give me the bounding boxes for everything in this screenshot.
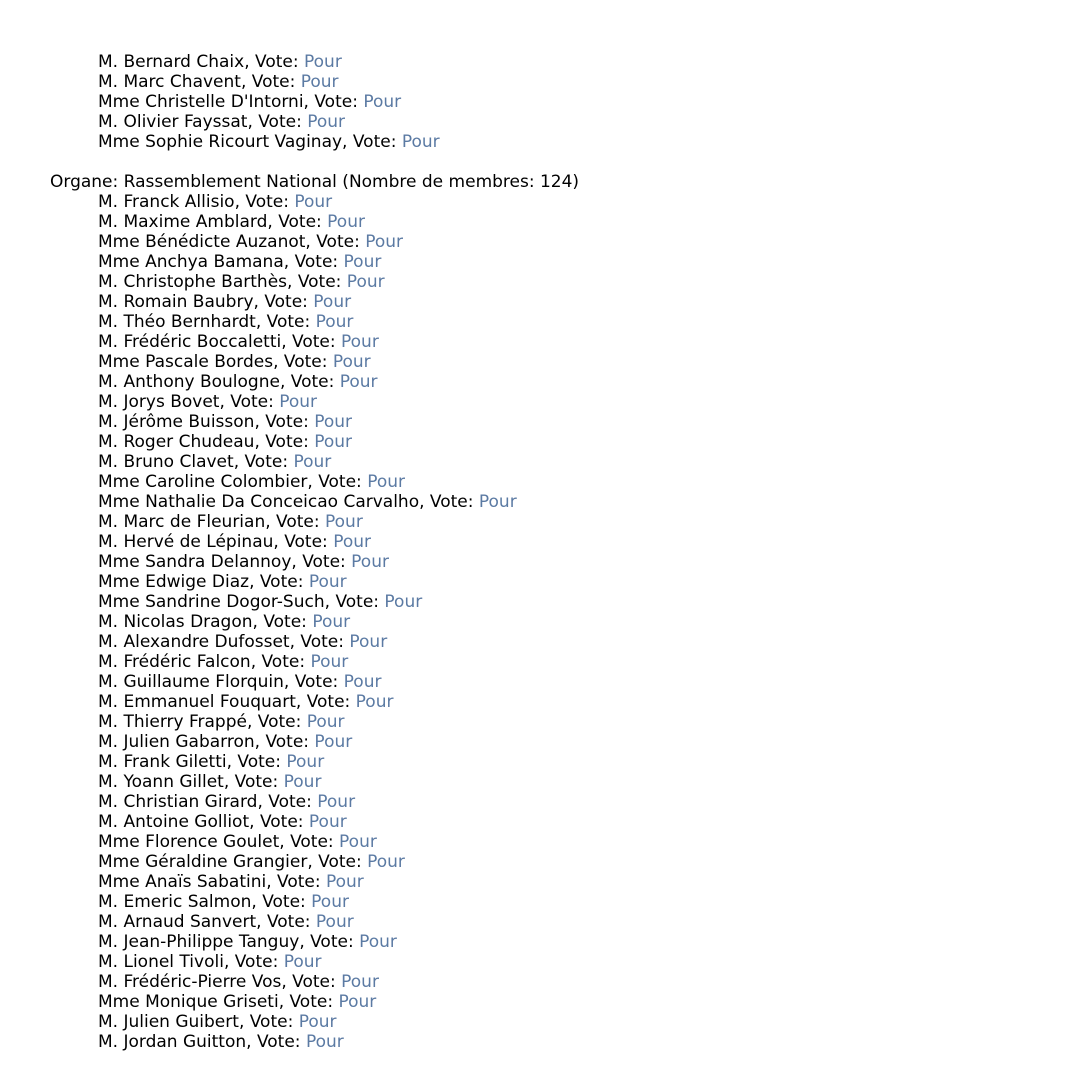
vote-value: Pour: [401, 132, 440, 152]
member-vote-row: [50, 832, 579, 852]
member-name: M. Arnaud Sanvert: [98, 912, 257, 932]
vote-label: Vote:: [259, 572, 309, 592]
member-vote-row: [50, 392, 579, 412]
name-separator: ,: [281, 972, 293, 992]
vote-label: Vote:: [265, 732, 315, 752]
member-vote-row: [50, 372, 579, 392]
vote-value: Pour: [314, 732, 353, 752]
vote-label: Vote:: [316, 232, 366, 252]
vote-value: Pour: [306, 712, 345, 732]
member-name: M. Julien Guibert: [98, 1012, 239, 1032]
vote-value: Pour: [298, 1012, 337, 1032]
member-vote-row: [50, 192, 579, 212]
name-separator: ,: [219, 392, 231, 412]
member-name: Mme Christelle D'Intorni: [98, 92, 304, 112]
member-vote-row: [50, 212, 579, 232]
name-separator: ,: [289, 632, 301, 652]
member-name: M. Jean-Philippe Tanguy: [98, 932, 300, 952]
vote-label: Vote:: [297, 272, 347, 292]
vote-value: Pour: [310, 652, 349, 672]
name-separator: ,: [324, 592, 336, 612]
member-name: M. Christophe Barthès: [98, 272, 288, 292]
vote-value: Pour: [313, 292, 352, 312]
name-separator: ,: [279, 372, 291, 392]
vote-value: Pour: [325, 872, 364, 892]
member-name: Mme Nathalie Da Conceicao Carvalho: [98, 492, 420, 512]
vote-value: Pour: [367, 472, 405, 492]
member-name: M. Maxime Amblard: [98, 212, 268, 232]
vote-value: Pour: [308, 812, 347, 832]
member-name: M. Emeric Salmon: [98, 892, 252, 912]
vote-value: Pour: [359, 932, 397, 952]
vote-label: Vote:: [244, 452, 294, 472]
name-separator: ,: [257, 792, 269, 812]
vote-label: Vote:: [237, 752, 287, 772]
name-separator: ,: [265, 512, 277, 532]
name-separator: ,: [342, 132, 353, 152]
vote-label: Vote:: [290, 832, 340, 852]
name-separator: ,: [240, 72, 252, 92]
member-vote-row: [50, 532, 579, 552]
vote-label: Vote:: [283, 352, 333, 372]
member-vote-row: [50, 632, 579, 652]
member-vote-row: [50, 992, 579, 1012]
member-vote-row: [50, 672, 579, 692]
member-vote-row: [50, 512, 579, 532]
vote-label: Vote:: [277, 872, 326, 892]
name-separator: ,: [273, 532, 285, 552]
member-vote-row: [50, 712, 579, 732]
vote-label: Vote:: [292, 972, 342, 992]
vote-value: Pour: [279, 392, 318, 412]
name-separator: ,: [307, 852, 319, 872]
vote-label: Vote:: [249, 1012, 299, 1032]
vote-label: Vote:: [294, 252, 344, 272]
vote-value: Pour: [384, 592, 423, 612]
member-name: M. Nicolas Dragon: [98, 612, 253, 632]
member-vote-row: [50, 972, 579, 992]
vote-label: Vote:: [258, 112, 308, 132]
member-name: M. Anthony Boulogne: [98, 372, 280, 392]
member-vote-row: [50, 92, 579, 112]
member-vote-row: [50, 1012, 579, 1032]
vote-value: Pour: [341, 332, 379, 352]
name-separator: ,: [256, 912, 267, 932]
vote-value: Pour: [367, 852, 405, 872]
member-vote-row: [50, 132, 579, 152]
vote-value: Pour: [341, 972, 379, 992]
vote-value: Pour: [315, 312, 354, 332]
organe-group: [50, 52, 579, 152]
member-name: M. Hervé de Lépinau: [98, 532, 274, 552]
vote-value: Pour: [338, 992, 377, 1012]
member-vote-row: [50, 912, 579, 932]
member-name: M. Jorys Bovet: [98, 392, 220, 412]
vote-value: Pour: [308, 572, 347, 592]
member-vote-row: [50, 232, 579, 252]
vote-value: Pour: [286, 752, 325, 772]
name-separator: ,: [255, 312, 267, 332]
vote-value: Pour: [294, 192, 333, 212]
member-name: Mme Bénédicte Auzanot: [98, 232, 306, 252]
vote-label: Vote:: [302, 552, 352, 572]
vote-value: Pour: [304, 52, 342, 72]
vote-value: Pour: [293, 452, 332, 472]
vote-label: Vote:: [318, 472, 368, 492]
vote-label: Vote:: [290, 372, 340, 392]
name-separator: ,: [246, 712, 258, 732]
member-name: M. Bernard Chaix: [98, 52, 245, 72]
name-separator: ,: [244, 52, 256, 72]
name-separator: ,: [223, 952, 235, 972]
name-separator: ,: [254, 412, 266, 432]
name-separator: ,: [247, 112, 259, 132]
name-separator: ,: [267, 212, 279, 232]
member-name: Mme Monique Griseti: [98, 992, 279, 1012]
name-separator: ,: [295, 692, 307, 712]
member-name: M. Théo Bernhardt: [98, 312, 256, 332]
vote-label: Vote:: [266, 312, 316, 332]
member-vote-row: [50, 652, 579, 672]
vote-label: Vote:: [251, 72, 301, 92]
vote-label: Vote:: [306, 692, 356, 712]
member-name: Mme Caroline Colombier: [98, 472, 308, 492]
vote-label: Vote:: [230, 392, 280, 412]
vote-value: Pour: [343, 252, 382, 272]
name-separator: ,: [250, 652, 262, 672]
member-vote-row: [50, 412, 579, 432]
name-separator: ,: [253, 292, 265, 312]
vote-label: Vote:: [294, 672, 344, 692]
name-separator: ,: [234, 192, 246, 212]
vote-value: Pour: [315, 912, 354, 932]
vote-value: Pour: [283, 772, 322, 792]
vote-value: Pour: [317, 792, 356, 812]
member-name: M. Jordan Guitton: [98, 1032, 247, 1052]
vote-label: Vote:: [261, 652, 311, 672]
name-separator: ,: [226, 752, 238, 772]
member-name: M. Yoann Gillet: [98, 772, 224, 792]
name-separator: ,: [287, 272, 298, 292]
member-name: M. Frédéric-Pierre Vos: [98, 972, 282, 992]
member-vote-row: [50, 932, 579, 952]
name-separator: ,: [254, 432, 266, 452]
vote-value: Pour: [305, 1032, 344, 1052]
member-name: M. Frédéric Boccaletti: [98, 332, 282, 352]
member-name: Mme Sandra Delannoy: [98, 552, 292, 572]
vote-value: Pour: [365, 232, 404, 252]
member-name: M. Bruno Clavet: [98, 452, 234, 472]
name-separator: ,: [254, 732, 266, 752]
member-name: M. Antoine Golliot: [98, 812, 250, 832]
vote-value: Pour: [325, 512, 363, 532]
name-separator: ,: [303, 92, 315, 112]
member-name: Mme Anaïs Sabatini: [98, 872, 267, 892]
member-name: Mme Sandrine Dogor-Such: [98, 592, 325, 612]
name-separator: ,: [299, 932, 311, 952]
vote-label: Vote:: [314, 92, 364, 112]
name-separator: ,: [307, 472, 319, 492]
member-vote-row: [50, 452, 579, 472]
vote-label: Vote:: [265, 432, 315, 452]
member-name: M. Guillaume Florquin: [98, 672, 284, 692]
vote-label: Vote:: [300, 632, 350, 652]
vote-label: Vote:: [266, 912, 316, 932]
vote-value: Pour: [478, 492, 517, 512]
member-vote-row: [50, 552, 579, 572]
member-vote-row: [50, 852, 579, 872]
member-vote-row: [50, 492, 579, 512]
member-name: M. Emmanuel Fouquart: [98, 692, 296, 712]
member-name: M. Marc de Fleurian: [98, 512, 266, 532]
vote-label: Vote:: [257, 712, 307, 732]
member-vote-row: [50, 752, 579, 772]
name-separator: ,: [279, 832, 291, 852]
vote-label: Vote:: [268, 792, 318, 812]
vote-label: Vote:: [289, 992, 339, 1012]
organe-header: Organe: Rassemblement National (Nombre de membres: 124): [50, 172, 580, 192]
vote-label: Vote:: [264, 292, 314, 312]
vote-label: Vote:: [234, 772, 284, 792]
vote-value: Pour: [339, 832, 377, 852]
member-name: M. Marc Chavent: [98, 72, 241, 92]
member-name: Mme Florence Goulet: [98, 832, 280, 852]
name-separator: ,: [419, 492, 430, 512]
vote-value: Pour: [283, 952, 322, 972]
name-separator: ,: [273, 352, 284, 372]
vote-value: Pour: [312, 612, 351, 632]
member-name: Mme Edwige Diaz: [98, 572, 250, 592]
member-vote-row: [50, 292, 579, 312]
member-vote-row: [50, 792, 579, 812]
member-vote-row: [50, 432, 579, 452]
member-vote-row: [50, 52, 579, 72]
vote-value: Pour: [333, 532, 371, 552]
vote-value: Pour: [300, 72, 339, 92]
name-separator: ,: [249, 572, 260, 592]
member-vote-row: [50, 332, 579, 352]
vote-label: Vote:: [335, 592, 385, 612]
vote-value: Pour: [332, 352, 371, 372]
organe-group: [50, 172, 579, 1052]
name-separator: ,: [305, 232, 317, 252]
member-vote-row: [50, 572, 579, 592]
vote-value: Pour: [314, 432, 353, 452]
member-vote-row: [50, 812, 579, 832]
vote-value: Pour: [363, 92, 402, 112]
vote-label: Vote:: [276, 512, 326, 532]
member-vote-row: [50, 312, 579, 332]
vote-label: Vote:: [318, 852, 368, 872]
member-name: Mme Géraldine Grangier: [98, 852, 308, 872]
vote-label: Vote:: [259, 812, 309, 832]
vote-value: Pour: [339, 372, 378, 392]
vote-value: Pour: [314, 412, 353, 432]
name-separator: ,: [291, 552, 303, 572]
member-name: Mme Anchya Bamana: [98, 252, 284, 272]
member-vote-row: [50, 772, 579, 792]
name-separator: ,: [238, 1012, 250, 1032]
member-vote-row: [50, 252, 579, 272]
name-separator: ,: [283, 672, 295, 692]
member-vote-row: [50, 1032, 579, 1052]
member-vote-row: [50, 72, 579, 92]
member-name: M. Lionel Tivoli: [98, 952, 224, 972]
vote-value: Pour: [349, 632, 388, 652]
vote-label: Vote:: [278, 212, 328, 232]
member-name: M. Frédéric Falcon: [98, 652, 251, 672]
name-separator: ,: [251, 892, 263, 912]
member-vote-row: [50, 612, 579, 632]
member-name: M. Alexandre Dufosset: [98, 632, 290, 652]
name-separator: ,: [233, 452, 245, 472]
vote-label: Vote:: [234, 952, 284, 972]
vote-label: Vote:: [292, 332, 341, 352]
member-name: M. Thierry Frappé: [98, 712, 247, 732]
member-name: M. Jérôme Buisson: [98, 412, 255, 432]
member-name: M. Julien Gabarron: [98, 732, 255, 752]
vote-label: Vote:: [263, 612, 313, 632]
member-name: M. Frank Giletti: [98, 752, 227, 772]
name-separator: ,: [266, 872, 278, 892]
member-vote-row: [50, 112, 579, 132]
vote-value: Pour: [307, 112, 346, 132]
member-name: M. Romain Baubry: [98, 292, 254, 312]
vote-label: Vote:: [284, 532, 334, 552]
vote-label: Vote:: [256, 1032, 306, 1052]
vote-label: Vote:: [262, 892, 312, 912]
vote-value: Pour: [351, 552, 389, 572]
member-name: M. Christian Girard: [98, 792, 258, 812]
vote-label: Vote:: [255, 52, 304, 72]
vote-label: Vote:: [352, 132, 402, 152]
member-vote-row: [50, 472, 579, 492]
name-separator: ,: [252, 612, 264, 632]
member-name: M. Franck Allisio: [98, 192, 235, 212]
member-name: Mme Pascale Bordes: [98, 352, 274, 372]
member-name: M. Olivier Fayssat: [98, 112, 248, 132]
vote-value: Pour: [311, 892, 349, 912]
member-name: M. Roger Chudeau: [98, 432, 255, 452]
vote-value: Pour: [346, 272, 385, 292]
member-name: Mme Sophie Ricourt Vaginay: [98, 132, 343, 152]
member-vote-row: [50, 952, 579, 972]
name-separator: ,: [249, 812, 260, 832]
vote-label: Vote:: [265, 412, 315, 432]
vote-value: Pour: [355, 692, 394, 712]
member-vote-row: [50, 272, 579, 292]
member-vote-row: [50, 872, 579, 892]
member-vote-row: [50, 692, 579, 712]
member-vote-row: [50, 592, 579, 612]
name-separator: ,: [246, 1032, 257, 1052]
name-separator: ,: [223, 772, 235, 792]
name-separator: ,: [281, 332, 293, 352]
name-separator: ,: [278, 992, 290, 1012]
vote-label: Vote:: [245, 192, 295, 212]
vote-value: Pour: [343, 672, 382, 692]
member-vote-row: [50, 892, 579, 912]
name-separator: ,: [283, 252, 295, 272]
member-vote-row: [50, 352, 579, 372]
member-vote-row: [50, 732, 579, 752]
vote-label: Vote:: [310, 932, 360, 952]
vote-value: Pour: [327, 212, 365, 232]
vote-label: Vote:: [429, 492, 479, 512]
vote-record-document: [50, 52, 579, 1052]
